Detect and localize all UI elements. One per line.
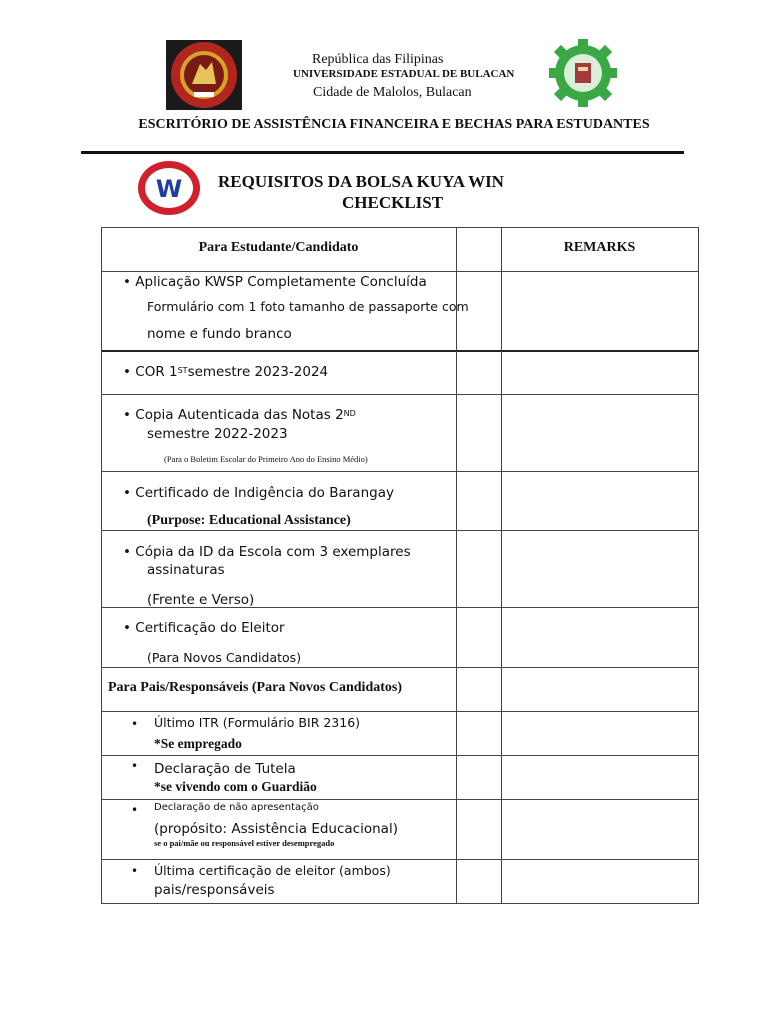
header-university: UNIVERSIDADE ESTADUAL DE BULACAN — [293, 68, 515, 80]
table-border-right — [698, 227, 699, 904]
checklist-item-indigency — [123, 484, 394, 502]
item-detail: nome e fundo branco — [147, 326, 292, 342]
item-label: Certificado de Indigência do Barangay — [135, 485, 394, 501]
checklist-item-parent-voter-cert: Última certificação de eleitor (ambos) — [154, 863, 391, 878]
table-row-divider — [101, 530, 699, 531]
item-detail: (propósito: Assistência Educacional) — [154, 821, 398, 837]
bullet: • — [131, 717, 139, 731]
bullet: • — [123, 620, 131, 636]
item-detail: (Purpose: Educational Assistance) — [147, 513, 351, 528]
item-detail: (Para Novos Candidatos) — [147, 650, 302, 665]
checklist-item-kwsp-application — [123, 273, 427, 291]
item-detail: pais/responsáveis — [154, 882, 275, 898]
item-label: Copia Autenticada das Notas 2 — [135, 407, 344, 423]
table-row-divider — [101, 667, 699, 668]
header-city: Cidade de Malolos, Bulacan — [313, 85, 472, 100]
table-row-divider — [101, 271, 699, 272]
column-header-remarks: REMARKS — [563, 240, 636, 255]
item-label: semestre 2023-2024 — [187, 364, 329, 380]
senator-badge-logo — [136, 160, 202, 216]
checklist-item-voter-cert — [123, 619, 285, 637]
superscript: ND — [343, 409, 356, 418]
item-label: COR 1 — [135, 364, 178, 380]
item-label: Aplicação KWSP Completamente Concluída — [135, 274, 427, 290]
column-header-student: Para Estudante/Candidato — [198, 240, 359, 255]
bullet: • — [131, 803, 139, 817]
checklist-item-non-filing: Declaração de não apresentação — [154, 802, 319, 813]
bsu-seal-logo — [166, 40, 242, 110]
item-detail: semestre 2022-2023 — [147, 426, 288, 442]
bullet: • — [123, 407, 131, 423]
bullet: • — [123, 274, 131, 290]
svg-text:W: W — [155, 175, 183, 203]
table-border-left — [101, 227, 102, 904]
item-note: se o pai/mãe ou responsável estiver desempregado — [154, 838, 335, 848]
header-country: República das Filipinas — [312, 52, 444, 67]
checklist-item-guardianship: Declaração de Tutela — [154, 761, 296, 777]
section-header-parents: Para Pais/Responsáveis (Para Novos Candidatos) — [108, 680, 403, 695]
bullet: • — [131, 864, 139, 878]
bullet: • — [123, 485, 131, 501]
checklist-item-school-id — [123, 543, 411, 561]
item-label: Certificação do Eleitor — [135, 620, 285, 636]
item-label: Cópia da ID da Escola com 3 exemplares — [135, 544, 411, 560]
table-row-divider — [101, 394, 699, 395]
document-subtitle: CHECKLIST — [342, 193, 444, 212]
item-detail: assinaturas — [147, 562, 225, 578]
document-title: REQUISITOS DA BOLSA KUYA WIN — [218, 172, 504, 191]
bullet: • — [131, 759, 139, 773]
header-divider — [81, 151, 684, 154]
table-row-divider — [101, 859, 699, 860]
checklist-item-cor — [123, 363, 328, 381]
table-border-bottom — [101, 903, 699, 904]
item-note: (Para o Boletim Escolar do Primeiro Ano do Ensino Médio) — [164, 454, 368, 464]
office-title: ESCRITÓRIO DE ASSISTÊNCIA FINANCEIRA E BECHAS PARA ESTUDANTES — [138, 117, 650, 132]
table-border-top — [101, 227, 699, 228]
item-detail: (Frente e Verso) — [147, 592, 255, 608]
table-col-divider — [501, 227, 502, 904]
gear-seal-logo — [544, 37, 622, 109]
checklist-item-itr: Último ITR (Formulário BIR 2316) — [154, 715, 361, 730]
table-row-divider — [101, 799, 699, 800]
bullet: • — [123, 544, 131, 560]
item-detail: *se vivendo com o Guardião — [154, 779, 317, 794]
item-detail: *Se empregado — [154, 736, 242, 751]
table-row-divider — [101, 350, 699, 352]
checklist-item-grades — [123, 406, 356, 424]
table-row-divider — [101, 471, 699, 472]
requirements-checklist-table — [101, 227, 699, 904]
table-row-divider — [101, 711, 699, 712]
table-col-divider — [456, 227, 457, 904]
item-detail: Formulário com 1 foto tamanho de passaporte com — [147, 299, 469, 314]
superscript: ST — [177, 366, 188, 375]
table-row-divider — [101, 755, 699, 756]
bullet: • — [123, 364, 131, 380]
